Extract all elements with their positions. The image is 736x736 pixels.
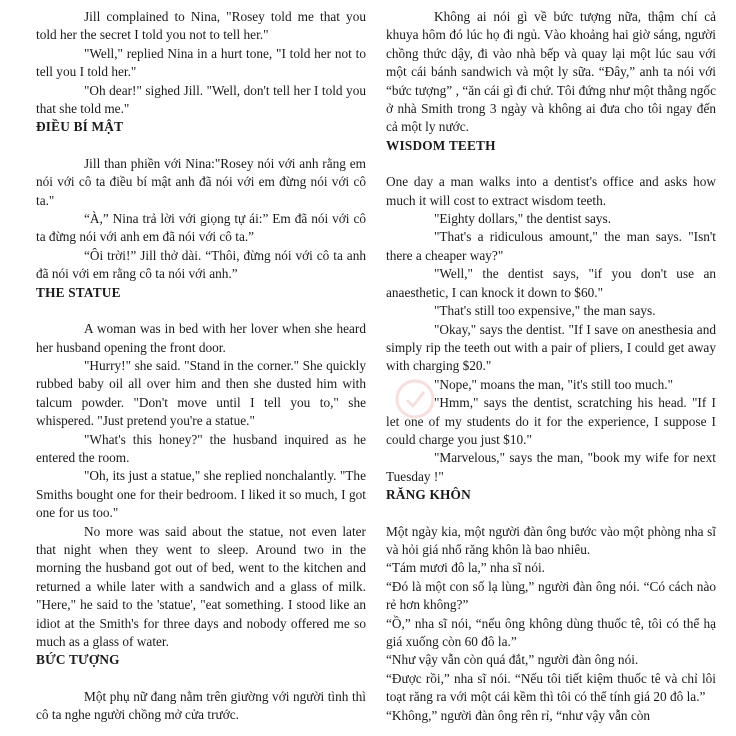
paragraph: "Well," replied Nina in a hurt tone, "I told her not to tell you I told her." [36,45,366,80]
section-heading-the-statue: THE STATUE [36,284,121,300]
paragraph: Jill complained to Nina, "Rosey told me that you told her the secret I told you not to tell her." [36,9,366,43]
paragraph: "Oh dear!" sighed Jill. "Well, don't tell her I told you that she told me." [36,82,366,117]
section-heading-dieu-bi-mat: ĐIỀU BÍ MẬT [36,119,124,135]
paragraph: Một phụ nữ đang nằm trên giường với người tình thì cô ta nghe người chồng mở cửa trước. [36,688,366,723]
watermark-logo-icon [394,378,436,420]
paragraph: "Marvelous," says the man, "book my wife for next Tuesday !" [386,450,716,484]
paragraph: A woman was in bed with her lover when she heard her husband opening the front door. [36,321,366,355]
section-heading-wisdom-teeth: WISDOM TEETH [386,137,496,153]
paragraph: "Hmm," says the dentist, scratching his head. "If I let one of my students do it for the experience, I suppose I could charge you just $10." [386,395,716,447]
paragraph: “Như vậy vẫn còn quá đắt,” người đàn ông nói. [386,652,639,668]
section-heading-buc-tuong: BỨC TƯỢNG [36,652,120,668]
paragraph: Một ngày kia, một người đàn ông bước vào một phòng nha sĩ và hỏi giá nhổ răng khôn là bao nhiêu. [386,523,716,557]
right-column [386,8,716,725]
paragraph: Jill than phiền với Nina:"Rosey nói với anh rằng em nói với cô ta điều bí mật anh đã nói với em đừng nói với cô ta." [36,155,366,208]
paragraph: “Đó là một con số lạ lùng,” người đàn ông nói. “Có cách nào rẻ hơn không?” [386,578,716,613]
left-column [36,8,366,725]
paragraph: "Okay," says the dentist. "If I save on anesthesia and simply rip the teeth out with a pair of pliers, I could get away with charging $20." [386,321,716,374]
paragraph: "Oh, its just a statue," she replied nonchalantly. "The Smiths bought one for their bedroom. I liked it so much, I got one for us too." [36,468,366,521]
paragraph: “Không,” người đàn ông rên rỉ, “như vậy vẫn còn [386,707,651,723]
paragraph: “Ôi trời!” Jill thở dài. “Thôi, đừng nói với cô ta anh đã nói với em rằng cô ta nói với anh.” [36,247,366,282]
paragraph: "What's this honey?" the husband inquired as he entered the room. [36,431,366,465]
paragraph: "Eighty dollars," the dentist says. [434,211,612,227]
section-heading-rang-khon: RĂNG KHÔN [386,487,471,503]
paragraph: Không ai nói gì về bức tượng nữa, thậm chí cả khuya hôm đó lúc họ đi ngủ. Vào khoảng hai giờ sáng, người chồng thức dậy, đi vào nhà bếp và quay lại một lúc sau với một cái bánh sandwich và một ly sữa. “Đây,” anh ta nói với “bức tượng” , “ăn cái gì đi chứ. Tôi đứng như một thằng ngốc ở nhà Smith trong 3 ngày và không ai đưa cho tôi ngay đến cả một ly nước. [386,9,716,135]
paragraph: “Tám mươi đô la,” nha sĩ nói. [386,560,545,576]
paragraph: No more was said about the statue, not even later that night when they went to sleep. Around two in the morning the husband got out of bed, went to the kitchen and returned a while later with a sandwich and a glass of milk. "Here," he said to the 'statue', "eat something. I stood like an idiot at the Smith's for three days and nobody offered me so much as a glass of water. [36,523,366,649]
paragraph: “Được rồi,” nha sĩ nói. “Nếu tôi tiết kiệm thuốc tê và chỉ lôi toạt răng ra với một cái kềm thì tôi có thể tính giá 20 đô la.” [386,670,716,705]
paragraph: “Ồ,” nha sĩ nói, “nếu ông không dùng thuốc tê, tôi có thể hạ giá xuống còn 60 đô la.” [386,615,716,649]
paragraph: "That's still too expensive," the man says. [434,303,656,319]
paragraph: "Well," the dentist says, "if you don't use an anaesthetic, I can knock it down to $60." [386,266,716,300]
paragraph: “À,” Nina trả lời với giọng tự ái:” Em đã nói với cô ta đừng nói với anh em đã nói với cô ta.” [36,211,366,245]
paragraph: One day a man walks into a dentist's office and asks how much it will cost to extract wisdom teeth. [386,174,716,208]
paragraph: "That's a ridiculous amount," the man says. "Isn't there a cheaper way?" [386,229,716,263]
paragraph: "Hurry!" she said. "Stand in the corner." She quickly rubbed baby oil all over him and then she dusted him with talcum powder. "Don't move until I tell you to," she whispered. "Just pretend you're a statue." [36,357,366,429]
paragraph: "Nope," moans the man, "it's still too much." [434,376,674,392]
